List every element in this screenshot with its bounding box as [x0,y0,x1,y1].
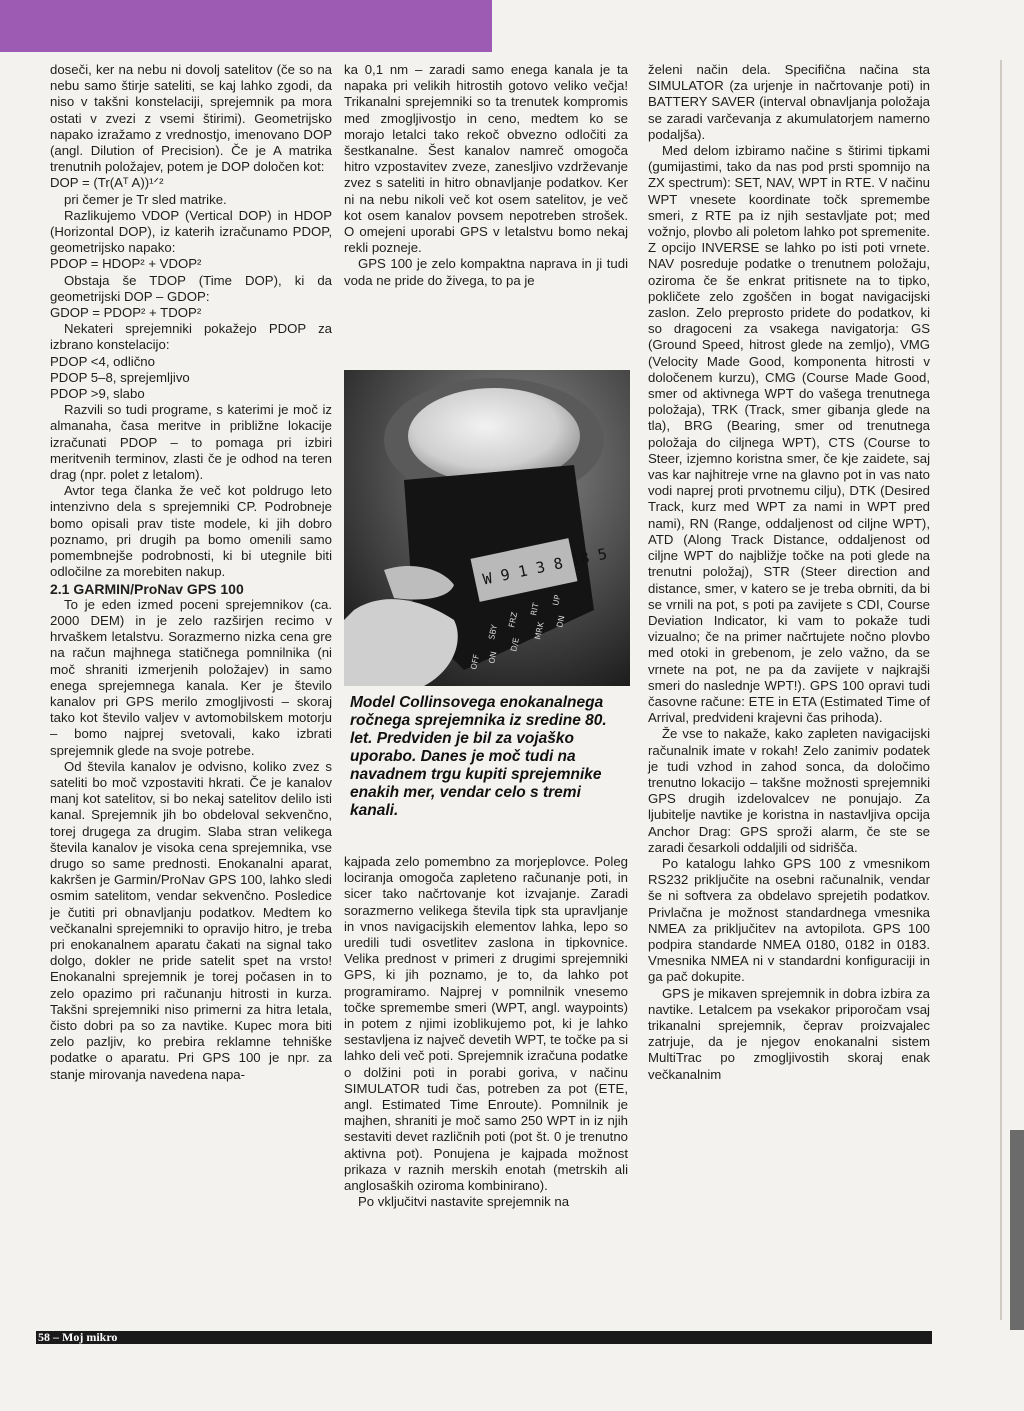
paragraph: Razvili so tudi programe, s katerimi je moč iz almanaha, časa meritve in približne lokacije izračunati PDOP – to pomaga pri izbiri meritvenih terminov, zlasti če je odhod na teren drag (npr. polet z letalom). [50,402,332,483]
lcd-readout: W 9 1 3 8 18 5 [481,544,609,589]
device-photo [344,370,630,686]
svg-text:SBY: SBY [487,623,500,641]
paragraph: Obstaja še TDOP (Time DOP), ki da geometrijski DOP – GDOP: [50,272,332,304]
paragraph: Med delom izbiramo načine s štirimi tipkami (gumijastimi, tako da nas pod prsti spomnijo na ZX spectrum): SET, NAV, WPT in RTE. V načinu WPT vnesete koordinate točk spremembe smeri, z RTE pa iz njih sestavljate pot; med vožnjo, plovbo ali poletom lahko pot spremenite. Z opcijo INVERSE se lahko po isti poti vrnete. NAV posreduje podatke o trenutnem položaju, oziroma če še enkrat pritisnete na to tipko, pokličete zelo zgoščen in bogat navigacijski zaslon. Zelo preprosto pridete do podatkov, ki so dragoceni za vsakega navigatorja: GS (Ground Speed, hitrost glede na zemljo), VMG (Velocity Made Good, komponenta hitrosti v določenem kurzu), CMG (Course Made Good, smer od aktivnega WPT do vašega trenutnega položaja), TRK (Track, smer gibanja glede na tla), BRG (Bearing, smer od trenutnega položaja do ciljnega WPT), CTS (Course to Steer, izjemno koristna smer, če kje zaidete, saj vas kar najhitreje vrne na glavno pot in vas nato vodi naprej proti prvotnemu cilju), DTK (Desired Track, kurz med WPT za nami in WPT pred nami), RN (Range, oddaljenost od ciljne WPT), ATD (Along Track Distance, oddaljenost od ciljne WPT do najbližje točke na poti glede na trenutni položaj), STR (Steer direction and distance, smer, v katero se je treba obrniti, da bi se vrnili na pot, s poti pa zavijete s CDI, Course Deviation Indicator, ki vam to pokaže tudi vizualno; če na primer načrtujete nočno plovbo med otoki in grebenom, je zelo važno, da se vrnete na pot, ne pa da zavijete v najkrajši smeri do naslednje WPT!). GPS 100 opravi tudi časovne račune: ETE in ETA (Estimated Time of Arrival, predvideni krajevni čas prihoda). [648,143,930,726]
column-middle-top [344,62,628,289]
svg-text:UP: UP [551,594,563,607]
gps-receiver-illustration [344,370,630,686]
header-color-bar [0,0,492,52]
svg-text:FRZ: FRZ [507,611,520,629]
paragraph: kajpada zelo pomembno za morjeplovce. Poleg lociranja omogoča zapleteno računanje poti, in sicer tako načrtovanje kot izvajanje. Zaradi sorazmerno velikega števila tipk sta upravljanje in vnos navigacijskih elementov lahka, lepo so uredili tudi osvetlitev zaslona in tipkovnice. Velika prednost v primeri z drugimi sprejemniki GPS, ki jih poznamo, je to, da lahko pot programiramo. Najprej v pomnilnik vnesemo točke spremembe smeri (WPT, angl. waypoints) in potem z njimi izoblikujemo pot, ki je lahko sestavljena iz največ devetih WPT, te točke pa si lahko deli več poti. Sprejemnik izračuna podatke o dolžini poti in porabi goriva, v načinu SIMULATOR tudi čas, potreben za pot (ETE, angl. Estimated Time Enroute). Pomnilnik je majhen, shraniti je moč samo 250 WPT in iz njih sestaviti devet različnih poti (pot št. 0 je trenutno aktivna pot). Ponujena je kajpada možnost prikaza v raznih merskih enotah (metrskih ali anglosaških oziroma kombinirano). [344,854,628,1194]
paragraph: GDOP = PDOP² + TDOP² [50,305,202,321]
svg-text:RIT: RIT [529,602,541,617]
svg-text:MRK: MRK [533,621,546,641]
paragraph: PDOP >9, slabo [50,386,145,402]
paragraph: PDOP <4, odlično [50,353,155,369]
paragraph: Že vse to nakaže, kako zapleten navigacijski računalnik imate v rokah! Zelo zanimiv podatek je tudi vzhod in zahod sonca, da določimo trenutno lokacijo – takšne možnosti sprejemniki GPS drugih izdelovalcev ne ponujajo. Za ljubitelje navtike je koristna in nastavljiva opcija Anchor Drag: GPS sproži alarm, če ste se zaradi česarkoli oddaljili od sidrišča. [648,726,930,855]
paragraph: doseči, ker na nebu ni dovolj satelitov (če so na nebu samo štirje sateliti, se kaj lahko zgodi, da niso v takšni konstelaciji, sprejemnik pa mora ostati v zvezi z vsemi štirimi). Geometrijsko napako izražamo z vrednostjo, imenovano DOP (angl. Dilution of Precision). Če je A matrika trenutnih položajev, potem je DOP določen kot: [50,62,332,175]
paragraph: Nekateri sprejemniki pokažejo PDOP za izbrano konstelacijo: [50,321,332,353]
svg-text:ON: ON [487,650,499,665]
paragraph: pri čemer je Tr sled matrike. [64,191,227,207]
paragraph: želeni način dela. Specifična načina sta SIMULATOR (za urjenje in načrtovanje poti) in BATTERY SAVER (interval obnavljanja položaja se zaradi varčevanja z akumulatorjem namerno podaljša). [648,62,930,142]
paragraph: To je eden izmed poceni sprejemnikov (ca. 2000 DEM) in je zelo razširjen recimo v hrvaškem letalstvu. Sorazmerno nizka cena gre na račun majhnega statičnega pomnilnika (ni moč shraniti izmerjenih položajev) in samo enega sprejemnega kanala. Ker je število kanalov pri GPS merilo zmogljivosti – skoraj tako kot število valjev v avtomobilskem motorju – bomo najprej svetovali, kako izbrati sprejemnik glede na svoje potrebe. [50,596,332,758]
page-edge-shadow [1000,60,1002,1320]
svg-text:D/E: D/E [509,636,521,653]
paragraph: Avtor tega članka že več kot poldrugo leto intenzivno dela s sprejemniki CP. Podrobneje bomo opisali prav tiste modele, ki jih dobro poznamo, pri drugih pa bomo omenili samo pomembnejše podrobnosti, ki bi utegnile biti odločilne za morebiten nakup. [50,483,332,580]
svg-text:OFF: OFF [469,653,482,671]
column-middle-bottom [344,854,628,1210]
paragraph: Od števila kanalov je odvisno, koliko zvez s sateliti bo moč vzpostaviti hkrati. Če je kanalov manj kot satelitov, si bo nekaj satelitov delilo isti kanal. Sprejemnik jih bo obdeloval sekvenčno, torej drugega za drugim. Slaba stran velikega števila kanalov je visoka cena sprejemnika, vse drugo so same prednosti. Enokanalni aparat, kakršen je Garmin/ProNav GPS 100, lahko sledi osmim satelitom, vendar sekvenčno. Posledice je čutiti pri obnavljanju podatkov. Medtem ko večkanalni sprejemniki to opravijo hitro, je treba pri enokanalnem aparatu čakati na signal tako dolgo, dokler ne pride satelit spet na vrsto! Enokanalni sprejemnik je torej počasen in to zelo opazimo pri računanju hitrosti in kurza. Takšni sprejemniki niso primerni za hitra letala, čisto dobri pa so za navtike. Kupec mora biti zelo pazljiv, ko prebira reklamne tehniške podatke o aparatu. Pri GPS 100 je npr. za stanje mirovanja navedena napa- [50,758,332,1082]
paragraph: Razlikujemo VDOP (Vertical DOP) in HDOP (Horizontal DOP), iz katerih izračunamo PDOP, geometrijsko napako: [50,207,332,256]
footer-bar [36,1331,932,1344]
paragraph: GPS je mikaven sprejemnik in dobra izbira za navtike. Letalcem pa vsekakor priporočam vsaj trikanalni sprejemnik, čeprav proizvajalec zatrjuje, da je njegov enokanalni sistem MultiTrac po zmogljivostih skoraj enak večkanalnim [648,985,930,1082]
page-edge-dark [1010,1130,1024,1330]
paragraph: DOP = (Tr(Aᵀ A))¹ᐟ² [50,175,164,191]
paragraph: PDOP 5–8, sprejemljivo [50,369,190,385]
paragraph: Po vključitvi nastavite sprejemnik na [358,1194,570,1210]
svg-text:DN: DN [555,614,567,629]
paragraph: PDOP = HDOP² + VDOP² [50,256,202,272]
paragraph: GPS 100 je zelo kompaktna naprava in ji tudi voda ne pride do živega, to pa je [344,256,628,288]
section-heading: 2.1 GARMIN/ProNav GPS 100 [50,580,244,597]
column-right [648,62,930,1083]
paragraph: Po katalogu lahko GPS 100 z vmesnikom RS232 priključite na osebni računalnik, vendar še ni softvera za obdelavo sprejetih podatkov. Privlačna je možnost standardnega vmesnika NMEA za priključitev na avtopilota. GPS 100 podpira standarde NMEA 0180, 0182 in 0183. Vmesnika NMEA ni v standardni konfiguraciji in ga pač dokupite. [648,855,930,985]
page-footer: 58 – Moj mikro [38,1330,118,1344]
column-left [50,62,332,1083]
paragraph: ka 0,1 nm – zaradi samo enega kanala je ta napaka pri velikih hitrostih gotovo veliko večja! Trikanalni sprejemniki so ta trenutek kompromis med zmogljivostjo in ceno, medtem ko se morajo letalci tako rekoč obvezno odločiti za šestkanalne. Šest kanalov namreč omogoča hitro vzpostavitev zveze, zanesljivo vzdrževanje zvez s sateliti in hitro obnavljanje podatkov. Ker ni na nebu nikoli več kot osem satelitov, je več kot osem kanalov povsem nepotreben strošek. O omejeni uporabi GPS v letalstvu bomo nekaj rekli pozneje. [344,62,628,256]
photo-caption: Model Collinsovega enokanalnega ročnega sprejemnika iz sredine 80. let. Predviden je bil za vojaško uporabo. Danes je moč tudi na navadnem trgu kupiti sprejemnike enakih mer, vendar celo s tremi kanali. [350,694,607,819]
